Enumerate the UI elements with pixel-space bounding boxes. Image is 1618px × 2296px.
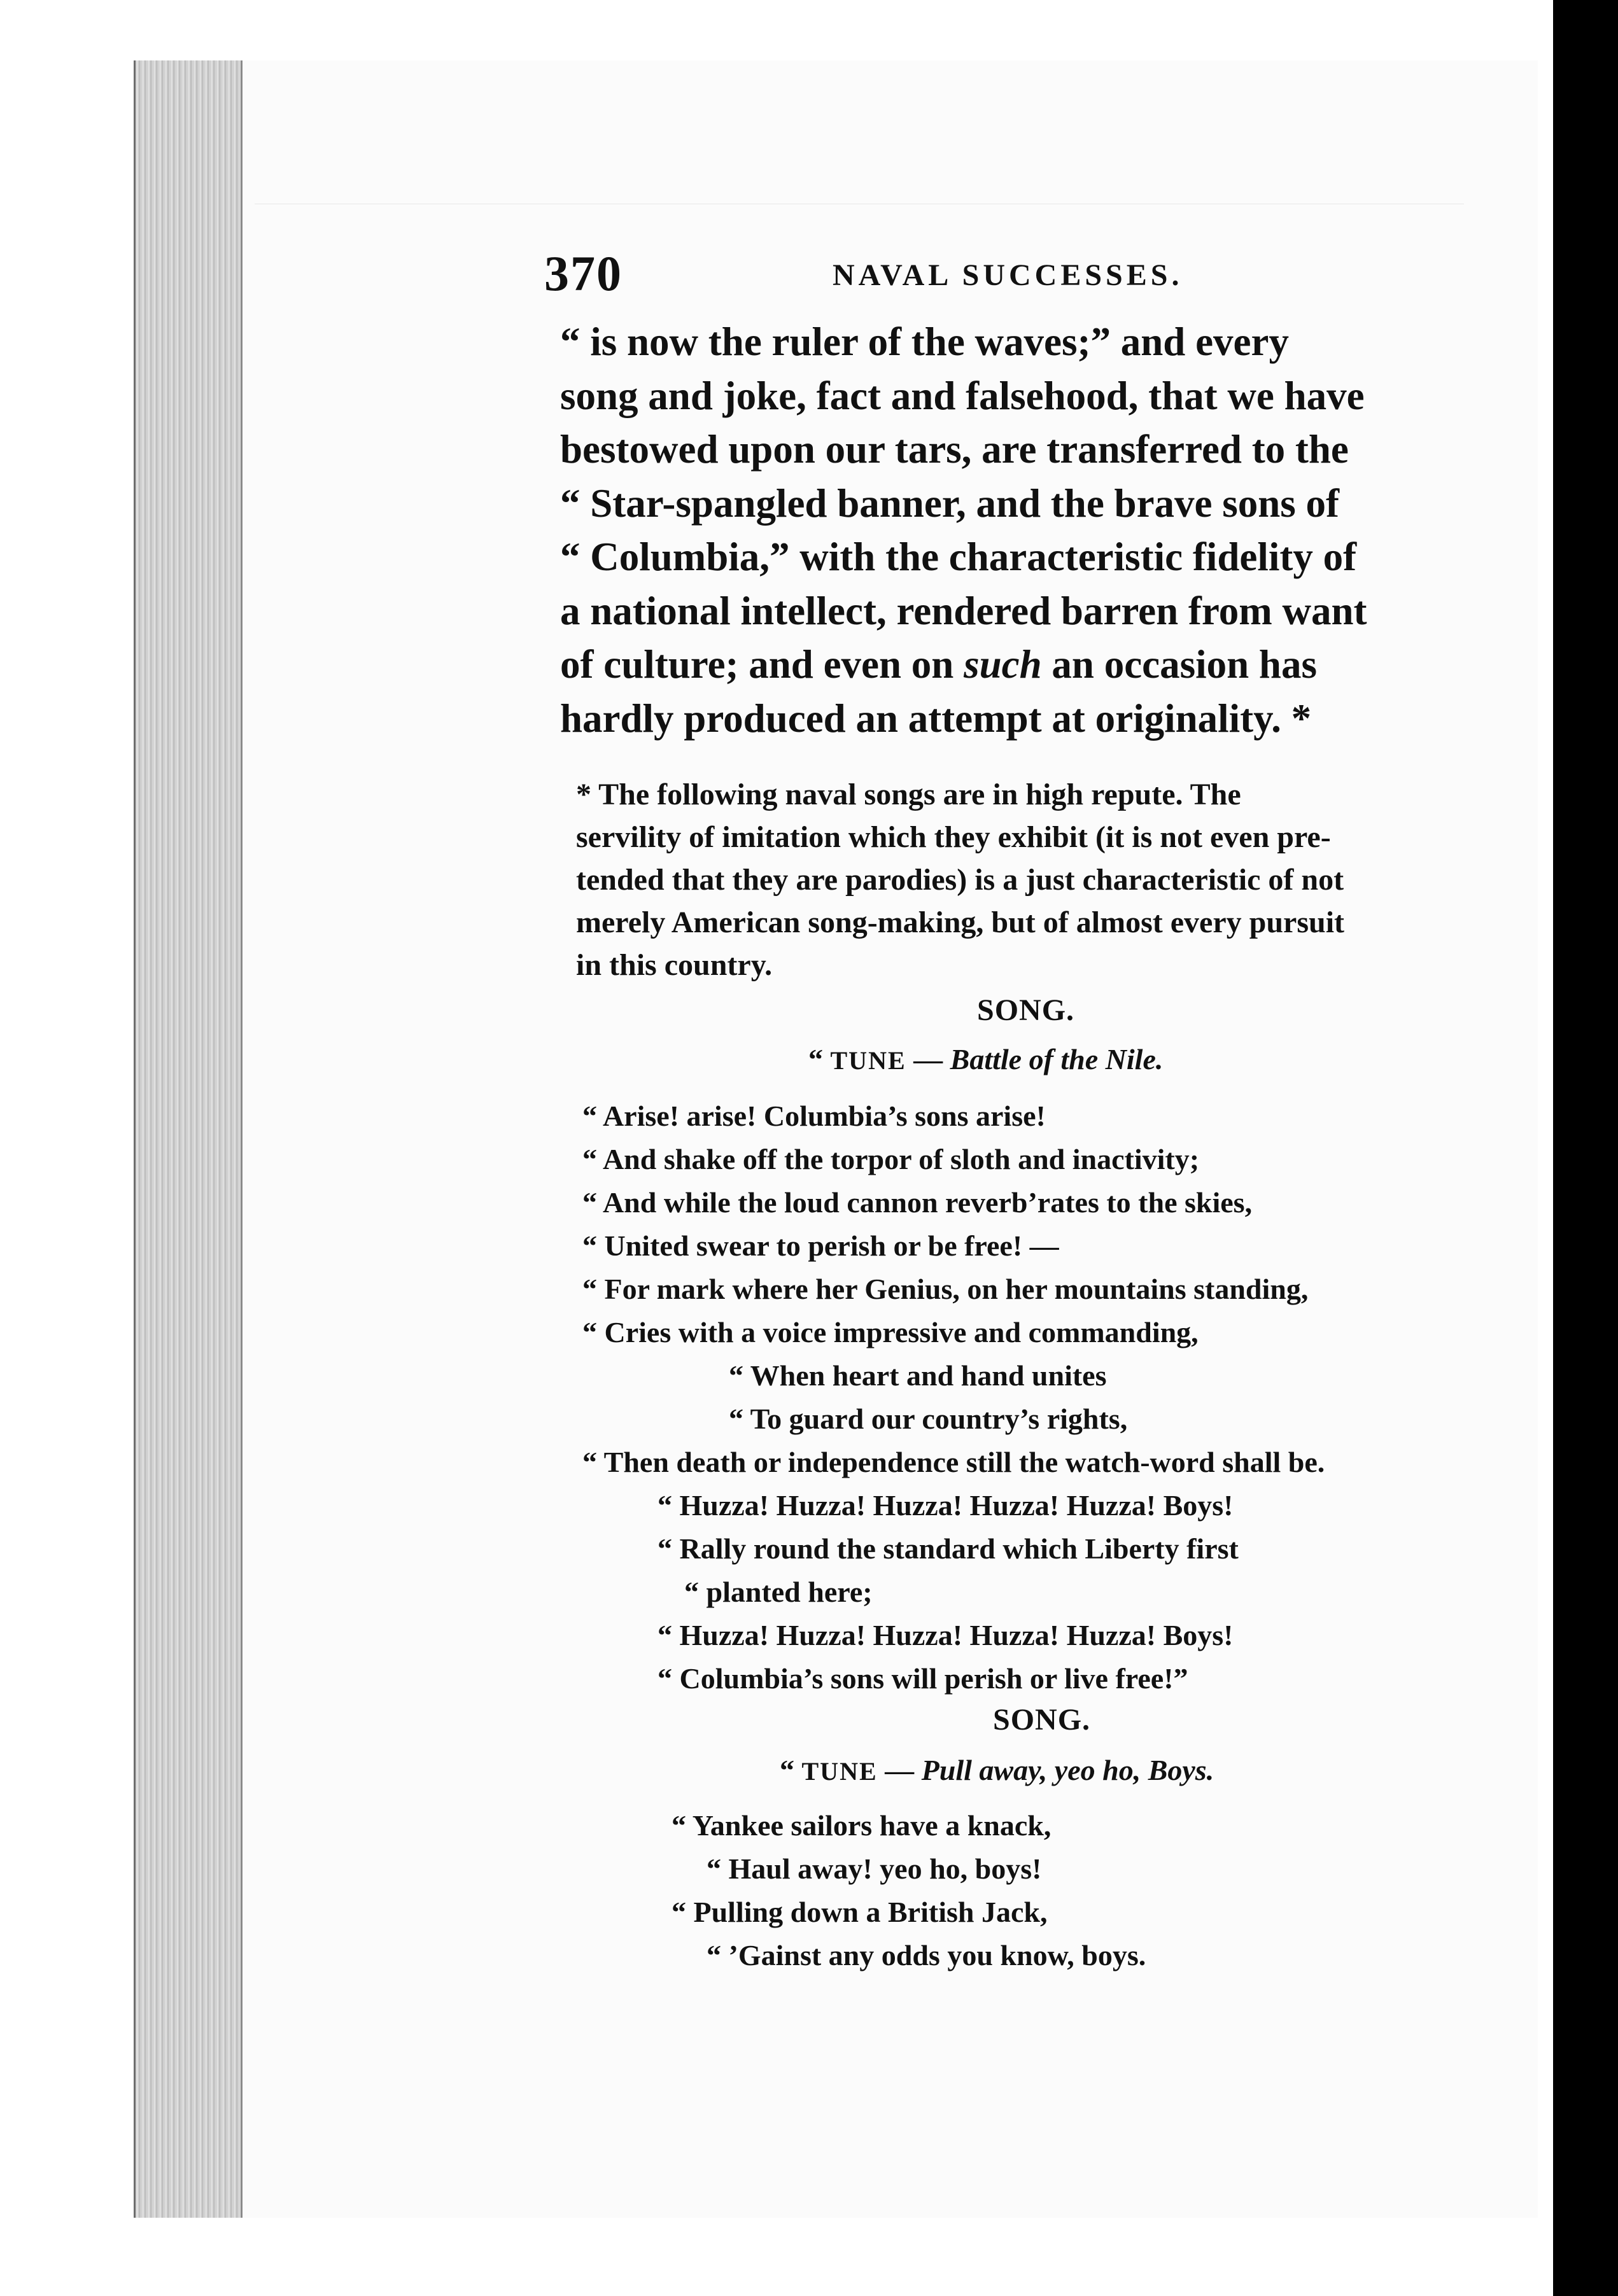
body-line: bestowed upon our tars, are transferred to the <box>560 427 1349 472</box>
scan-right-border <box>1553 0 1618 2296</box>
verse-line: “ United swear to perish or be free! — <box>582 1229 1059 1262</box>
quote-mark: “ <box>808 1043 831 1075</box>
body-line: “ is now the ruler of the waves;” and every <box>560 319 1289 364</box>
body-line: song and joke, fact and falsehood, that we have <box>560 373 1365 418</box>
body-paragraph <box>560 315 1464 745</box>
footnote-line: merely American song-making, but of almost every pursuit <box>576 906 1345 939</box>
verse-line: “ When heart and hand unites <box>729 1359 1107 1392</box>
verse-line: “ And shake off the torpor of sloth and inactivity; <box>582 1143 1200 1175</box>
footnote-line: tended that they are parodies) is a just characteristic of not <box>576 863 1344 897</box>
verse-line: “ Rally round the standard which Liberty first <box>658 1532 1239 1565</box>
song-tune <box>808 1042 1163 1076</box>
song-title: SONG. <box>977 993 1075 1027</box>
quote-mark: “ <box>780 1754 802 1786</box>
verse-line: “ Pulling down a British Jack, <box>672 1896 1048 1928</box>
italic-word: such <box>964 642 1042 687</box>
tune-name: Battle of the Nile. <box>950 1043 1164 1075</box>
body-line <box>560 638 1464 692</box>
tune-name: Pull away, yeo ho, Boys. <box>921 1754 1214 1786</box>
song-verse <box>672 1804 1499 1977</box>
body-line: hardly produced an attempt at originality. * <box>560 696 1312 741</box>
verse-line: “ planted here; <box>684 1576 873 1608</box>
footnote-line: * The following naval songs are in high repute. The <box>576 778 1241 811</box>
tune-label: TUNE <box>830 1046 906 1075</box>
verse-line: “ To guard our country’s rights, <box>729 1403 1128 1435</box>
body-line-text: an occasion has <box>1041 642 1317 687</box>
verse-line: “ Then death or independence still the watch-word shall be. <box>582 1446 1325 1478</box>
verse-line: “ Huzza! Huzza! Huzza! Huzza! Huzza! Boys! <box>658 1489 1234 1522</box>
verse-line: “ And while the loud cannon reverb’rates to the skies, <box>582 1186 1253 1219</box>
song-tune <box>780 1753 1214 1787</box>
verse-line: “ Columbia’s sons will perish or live free!” <box>658 1662 1188 1695</box>
verse-line: “ ’Gainst any odds you know, boys. <box>707 1939 1146 1971</box>
footnote <box>576 773 1480 986</box>
tune-dash: — <box>877 1754 922 1786</box>
verse-line: “ Yankee sailors have a knack, <box>672 1809 1052 1842</box>
song-verse <box>582 1095 1499 1700</box>
tune-dash: — <box>906 1043 950 1075</box>
tune-label: TUNE <box>801 1757 878 1786</box>
verse-line: “ Arise! arise! Columbia’s sons arise! <box>582 1100 1046 1132</box>
body-line-text: of culture; and even on <box>560 642 964 687</box>
page-header <box>544 245 1486 302</box>
song-title: SONG. <box>993 1703 1091 1737</box>
book-page-edge <box>134 60 244 2218</box>
verse-line: “ Huzza! Huzza! Huzza! Huzza! Huzza! Boys! <box>658 1619 1234 1651</box>
verse-line: “ Cries with a voice impressive and commanding, <box>582 1316 1199 1348</box>
body-line: “ Columbia,” with the characteristic fidelity of <box>560 535 1357 579</box>
body-line: “ Star-spangled banner, and the brave sons of <box>560 480 1340 526</box>
verse-line: “ Haul away! yeo ho, boys! <box>707 1852 1042 1885</box>
page-number: 370 <box>544 246 623 301</box>
footnote-line: servility of imitation which they exhibit (it is not even pre- <box>576 820 1331 854</box>
running-head: NAVAL SUCCESSES. <box>833 258 1183 292</box>
body-line: a national intellect, rendered barren from want <box>560 588 1367 633</box>
verse-line: “ For mark where her Genius, on her mountains standing, <box>582 1273 1309 1305</box>
footnote-line: in this country. <box>576 948 773 982</box>
